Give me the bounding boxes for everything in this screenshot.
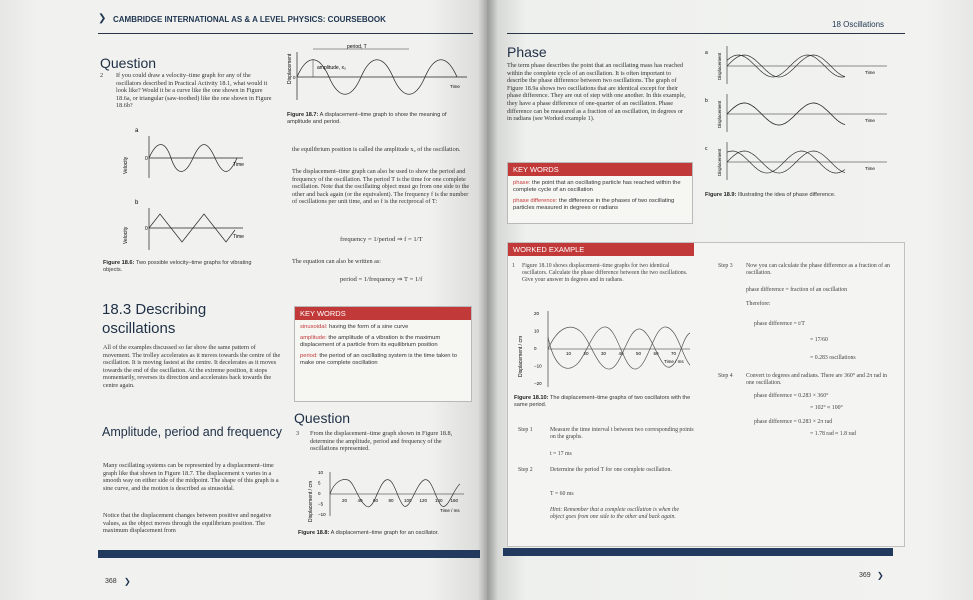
time-label: Time: [865, 166, 875, 171]
running-header-right: 18 Oscillations: [832, 20, 885, 29]
figure-18-10-chart: [514, 307, 694, 393]
figure-18-10-caption: Figure 18.10: The displacement–time graphs of two oscillators with the same period.: [514, 395, 691, 408]
question-title: Question: [100, 55, 157, 71]
step-4-eq3: phase difference = 0.283 × 2π rad: [754, 419, 833, 425]
section-heading: 18.3 Describing oscillations: [102, 301, 207, 337]
worked-example-heading: WORKED EXAMPLE: [508, 243, 694, 256]
time-label: Time: [865, 70, 875, 75]
period-equation: period = 1/frequency ⇒ T = 1/f: [340, 276, 423, 283]
y-tick-label: −20: [534, 381, 542, 386]
zero-label: 0: [293, 75, 296, 80]
page-footer-bar-right: [503, 548, 893, 556]
key-word-amplitude: amplitude: the amplitude of a vibration is the maximum displacement of a particle from its equilibrium position: [300, 335, 441, 348]
x-tick-label: 70: [671, 351, 677, 356]
x-tick-label: 140: [435, 498, 443, 503]
question-3-title: Question: [294, 410, 351, 426]
x-tick-label: 40: [618, 351, 624, 356]
amplitude-label: amplitude, x₀: [317, 65, 347, 71]
period-frequency-text: The displacement–time graph can also be used to show the period and frequency of the oscillation. The period T is the time for one complete oscillation. Note that the oscillating object must go from one side to the other and back again (or the equivalent). The frequency f is the number of oscillations per unit time, and so f is the reciprocal of T:: [292, 168, 470, 206]
velocity-time-graphs: [105, 124, 275, 264]
key-word-period: period: the period of an oscillating system is the time taken to make one complete oscillation: [300, 353, 457, 366]
step-4-eq2: = 102° ≈ 100°: [810, 405, 843, 411]
y-tick-label: 20: [534, 311, 540, 316]
x-tick-label: 160: [450, 498, 459, 503]
right-page: [487, 0, 973, 600]
key-words-box: [294, 306, 472, 402]
y-tick-label: 0: [534, 346, 537, 351]
running-header: CAMBRIDGE INTERNATIONAL AS & A LEVEL PHYSICS: COURSEBOOK: [113, 15, 386, 24]
subsection-text-2: Notice that the displacement changes between positive and negative values, as the object moves through the equilibrium position. The maximum displacement from: [103, 512, 272, 535]
step-4-eq1: phase difference = 0.283 × 360°: [754, 393, 829, 399]
step-3-therefore: Therefore:: [746, 301, 771, 307]
time-label: Time: [865, 118, 875, 123]
chart-x-label: Time / ms: [440, 508, 460, 513]
question-3-text: From the displacement–time graph shown in Figure 18.8, determine the amplitude, period and frequency of the oscillations represented.: [310, 430, 453, 453]
key-word-sinusoidal: sinusoidal: having the form of a sine curve: [300, 324, 409, 330]
velocity-axis-label: Velocity: [123, 156, 129, 174]
section-text: All of the examples discussed so far show the same pattern of movement. The trolley accelerates as it moves towards the centre of the oscillation. It is moving fastest at the centre. It decelerates as it moves towards the end of the oscillation. At the extreme position, it stops momentarily, reverses its direction and accelerates back towards the centre again.: [103, 344, 281, 389]
time-label: Time: [233, 234, 244, 240]
x-tick-label: 30: [601, 351, 607, 356]
subsection-heading: Amplitude, period and frequency: [102, 425, 282, 439]
x-tick-label: 80: [388, 498, 394, 503]
step-3-eq1: phase difference = fraction of an oscillation: [746, 287, 848, 293]
step-4-text: Convert to degrees and radians. There are 360° and 2π rad in one oscillation.: [746, 373, 887, 387]
y-tick-label: 5: [318, 480, 321, 486]
panel-label: b: [705, 98, 708, 104]
panel-label: a: [705, 50, 708, 56]
page-number-left: 368: [105, 578, 117, 585]
displacement-axis-label: Displacement: [287, 53, 293, 84]
step-3-eq3: = 17/60: [810, 337, 828, 343]
equation-intro: The equation can also be written as:: [292, 258, 381, 265]
step-4-label: Step 4: [718, 373, 733, 379]
phase-difference-graphs: [705, 40, 890, 190]
page-number-right: 369: [859, 572, 871, 579]
y-tick-label: 0: [318, 491, 321, 496]
velocity-axis-label: Velocity: [123, 226, 129, 244]
x-tick-label: 20: [342, 498, 348, 503]
axes: [727, 142, 887, 180]
book-gutter: [478, 0, 498, 600]
step-3-eq2: phase difference = t/T: [754, 321, 805, 327]
zero-label: 0: [145, 156, 148, 162]
chevron-right-icon: ❯: [877, 571, 884, 580]
chart-x-label: Time / ms: [664, 359, 684, 364]
figure-18-9-caption: Figure 18.9: Illustrating the idea of phase difference.: [705, 192, 836, 198]
displacement-axis-label: Displacement: [717, 52, 722, 80]
x-tick-label: 60: [653, 351, 659, 356]
chart-y-label: Displacement / cm: [308, 480, 314, 522]
amplitude-period-graph: [285, 44, 470, 106]
step-1-text: Measure the time interval t between two corresponding points on the graphs.: [550, 427, 694, 441]
time-label: Time: [233, 162, 244, 168]
phase-text: The term phase describes the point that an oscillating mass has reached within the complete cycle of an oscillation. It is often important to describe the phase difference between two oscillations. The graph of Figure 18.9a shows two oscillations that are identical except for their phase difference. They are out of step with one another. In this example, they have a phase difference of one-quarter of an oscillation. Phase difference can be measured as a fraction of an oscillation, in degrees or in radians (see Worked example 1).: [507, 62, 686, 123]
step-3-text: Now you can calculate the phase difference as a fraction of an oscillation.: [746, 263, 890, 277]
x-tick-label: 50: [636, 351, 642, 356]
chart-y-label: Displacement / cm: [518, 335, 524, 377]
step-2-label: Step 2: [518, 467, 533, 473]
x-tick-label: 20: [583, 351, 589, 356]
question-number: 2: [100, 72, 104, 79]
worked-example-number: 1: [512, 263, 515, 269]
question-3-number: 3: [296, 430, 300, 437]
page-footer-bar: [98, 550, 480, 558]
zero-label: 0: [145, 226, 148, 232]
step-2-text: Determine the period T for one complete oscillation.: [550, 467, 672, 473]
displacement-axis-label: Displacement: [717, 100, 722, 128]
figure-18-8-chart: [300, 466, 470, 526]
x-tick-label: 40: [357, 498, 363, 503]
y-tick-label: −5: [318, 501, 324, 507]
subsection-text-1: Many oscillating systems can be represented by a displacement–time graph like that shown in Figure 18.7. The displacement x varies in a smooth way on either side of the midpoint. The shape of this graph is a sine curve, and the motion is described as sinusoidal.: [103, 462, 279, 492]
chevron-right-icon: ❯: [124, 577, 131, 586]
step-1-label: Step 1: [518, 427, 533, 433]
figure-18-7-caption: Figure 18.7: A displacement–time graph to show the meaning of amplitude and period.: [287, 112, 447, 125]
hint-text: Hint: Remember that a complete oscillation is when the object goes from one side to the other and back again.: [550, 507, 680, 521]
axes: [727, 46, 887, 84]
worked-example-box: [507, 242, 905, 547]
graph-b-label: b: [135, 200, 139, 206]
figure-18-8-caption: Figure 18.8: A displacement–time graph for an oscillator.: [298, 530, 439, 536]
worked-example-intro: Figure 18.10 shows displacement–time graphs for two identical oscillators. Calculate the phase difference between the two oscillations. Give your answer in degrees and in radians.: [522, 263, 688, 284]
y-tick-label: 10: [534, 328, 540, 334]
x-tick-label: 100: [404, 498, 412, 503]
key-word-phase-difference: phase difference: the difference in the phases of two oscillating particles measured in degrees or radians: [513, 198, 675, 211]
frequency-equation: frequency = 1/period ⇒ f = 1/T: [340, 236, 423, 243]
x-tick-label: 60: [373, 498, 379, 503]
time-label: Time: [450, 84, 460, 89]
amplitude-definition-text: the equilibrium position is called the amplitude x₀ of the oscillation.: [292, 146, 461, 153]
step-3-label: Step 3: [718, 263, 733, 269]
key-words-heading-right: KEY WORDS: [508, 163, 692, 176]
phase-title: Phase: [507, 44, 547, 60]
displacement-axis-label: Displacement: [717, 148, 722, 176]
chevron-left-icon: ❯: [98, 13, 107, 24]
y-tick-label: 10: [318, 470, 324, 475]
step-3-eq4: = 0.283 oscillations: [810, 355, 856, 361]
x-tick-label: 120: [419, 498, 428, 503]
question-text: If you could draw a velocity–time graph for any of the oscillators described in Practical Activity 18.1, what would it look like? Would it be a curve like the one shown in Figure 18.6a, or triangular (saw-toothed) like the one shown in Figure 18.6b?: [116, 72, 272, 110]
key-words-heading: KEY WORDS: [295, 307, 471, 320]
step-4-eq4: = 1.78 rad ≈ 1.8 rad: [810, 431, 856, 437]
step-1-value: t = 17 ms: [550, 451, 572, 457]
step-2-value: T = 60 ms: [550, 491, 574, 497]
panel-label: c: [705, 146, 708, 152]
key-words-box-right: [507, 162, 693, 224]
y-tick-label: −10: [318, 512, 326, 517]
key-word-phase: phase: the point that an oscillating particle has reached within the complete cycle of an oscillation: [513, 180, 681, 193]
graph-a-label: a: [135, 128, 139, 134]
y-tick-label: −10: [534, 363, 542, 369]
figure-18-6-caption: Figure 18.6: Two possible velocity–time graphs for vibrating objects.: [103, 260, 252, 273]
period-label: period, T: [347, 44, 367, 50]
axes: [727, 94, 887, 132]
x-tick-label: 10: [566, 351, 572, 356]
